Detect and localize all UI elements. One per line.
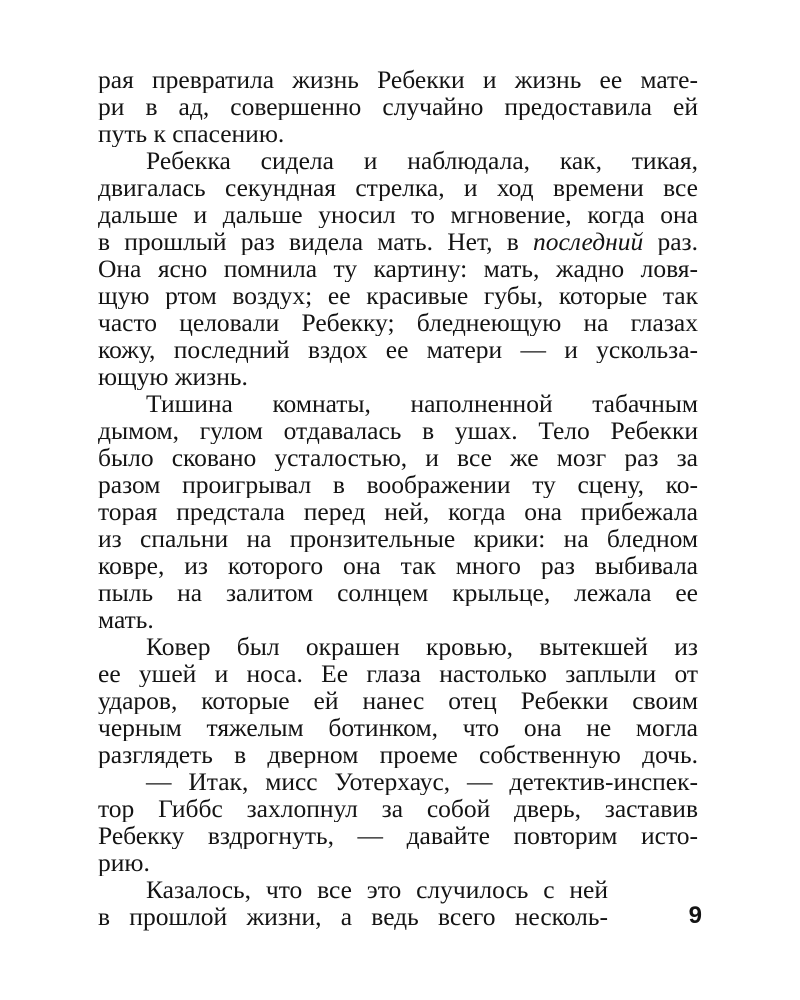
text-line: разглядеть в дверном проеме собственную дочь. <box>98 741 698 768</box>
text-line: рая превратила жизнь Ребекки и жизнь ее мате- <box>98 66 698 93</box>
page-number: 9 <box>688 902 702 929</box>
text-line: часто целовали Ребекку; бледнеющую на глазах <box>98 309 698 336</box>
text-line: из спальни на пронзительные крики: на бледном <box>98 525 698 552</box>
text-line: разом проигрывал в воображении ту сцену, ко- <box>98 471 698 498</box>
text-line: — Итак, мисс Уотерхаус, — детектив-инспек- <box>146 768 698 795</box>
text-line: путь к спасению. <box>98 120 285 147</box>
text-line: в прошлой жизни, а ведь всего несколь- <box>98 902 608 931</box>
text-line: Она ясно помнила ту картину: мать, жадно ловя- <box>98 255 698 282</box>
text-line: кожу, последний вздох ее матери — и ускольза- <box>98 336 698 363</box>
text-line: Ребекка сидела и наблюдала, как, тикая, <box>146 147 698 174</box>
text-run: в прошлый раз видела мать. Нет, в <box>98 228 533 255</box>
text-line: было сковано усталостью, и все же мозг раз за <box>98 444 698 471</box>
text-line: ющую жизнь. <box>98 363 248 390</box>
text-line: тор Гиббс захлопнул за собой дверь, заставив <box>98 795 698 822</box>
text-line: мать. <box>98 606 154 633</box>
text-line: пыль на залитом солнцем крыльце, лежала ее <box>98 579 698 606</box>
text-line: дальше и дальше уносил то мгновение, когда она <box>98 201 698 228</box>
text-line <box>98 228 698 255</box>
text-line: ее ушей и носа. Ее глаза настолько заплыли от <box>98 660 698 687</box>
text-line: дымом, гулом отдавалась в ушах. Тело Ребекки <box>98 417 698 444</box>
text-line: ударов, которые ей нанес отец Ребекки своим <box>98 687 698 714</box>
text-line: черным тяжелым ботинком, что она не могла <box>98 714 698 741</box>
text-line: двигалась секундная стрелка, и ход времени все <box>98 174 698 201</box>
page-body-text <box>98 66 698 876</box>
text-line: Казалось, что все это случилось с ней <box>146 875 608 904</box>
text-line: торая предстала перед ней, когда она прибежала <box>98 498 698 525</box>
italic-emphasis: последний <box>532 228 644 255</box>
text-line: ковре, из которого она так много раз выбивала <box>98 552 698 579</box>
text-line: рию. <box>98 849 150 876</box>
text-run: раз. <box>643 228 698 255</box>
text-line: ри в ад, совершенно случайно предоставила ей <box>98 93 698 120</box>
text-line: Ребекку вздрогнуть, — давайте повторим исто- <box>98 822 698 849</box>
text-line: щую ртом воздух; ее красивые губы, которые так <box>98 282 698 309</box>
text-line: Ковер был окрашен кровью, вытекшей из <box>146 633 698 660</box>
text-line: Тишина комнаты, наполненной табачным <box>146 390 698 417</box>
